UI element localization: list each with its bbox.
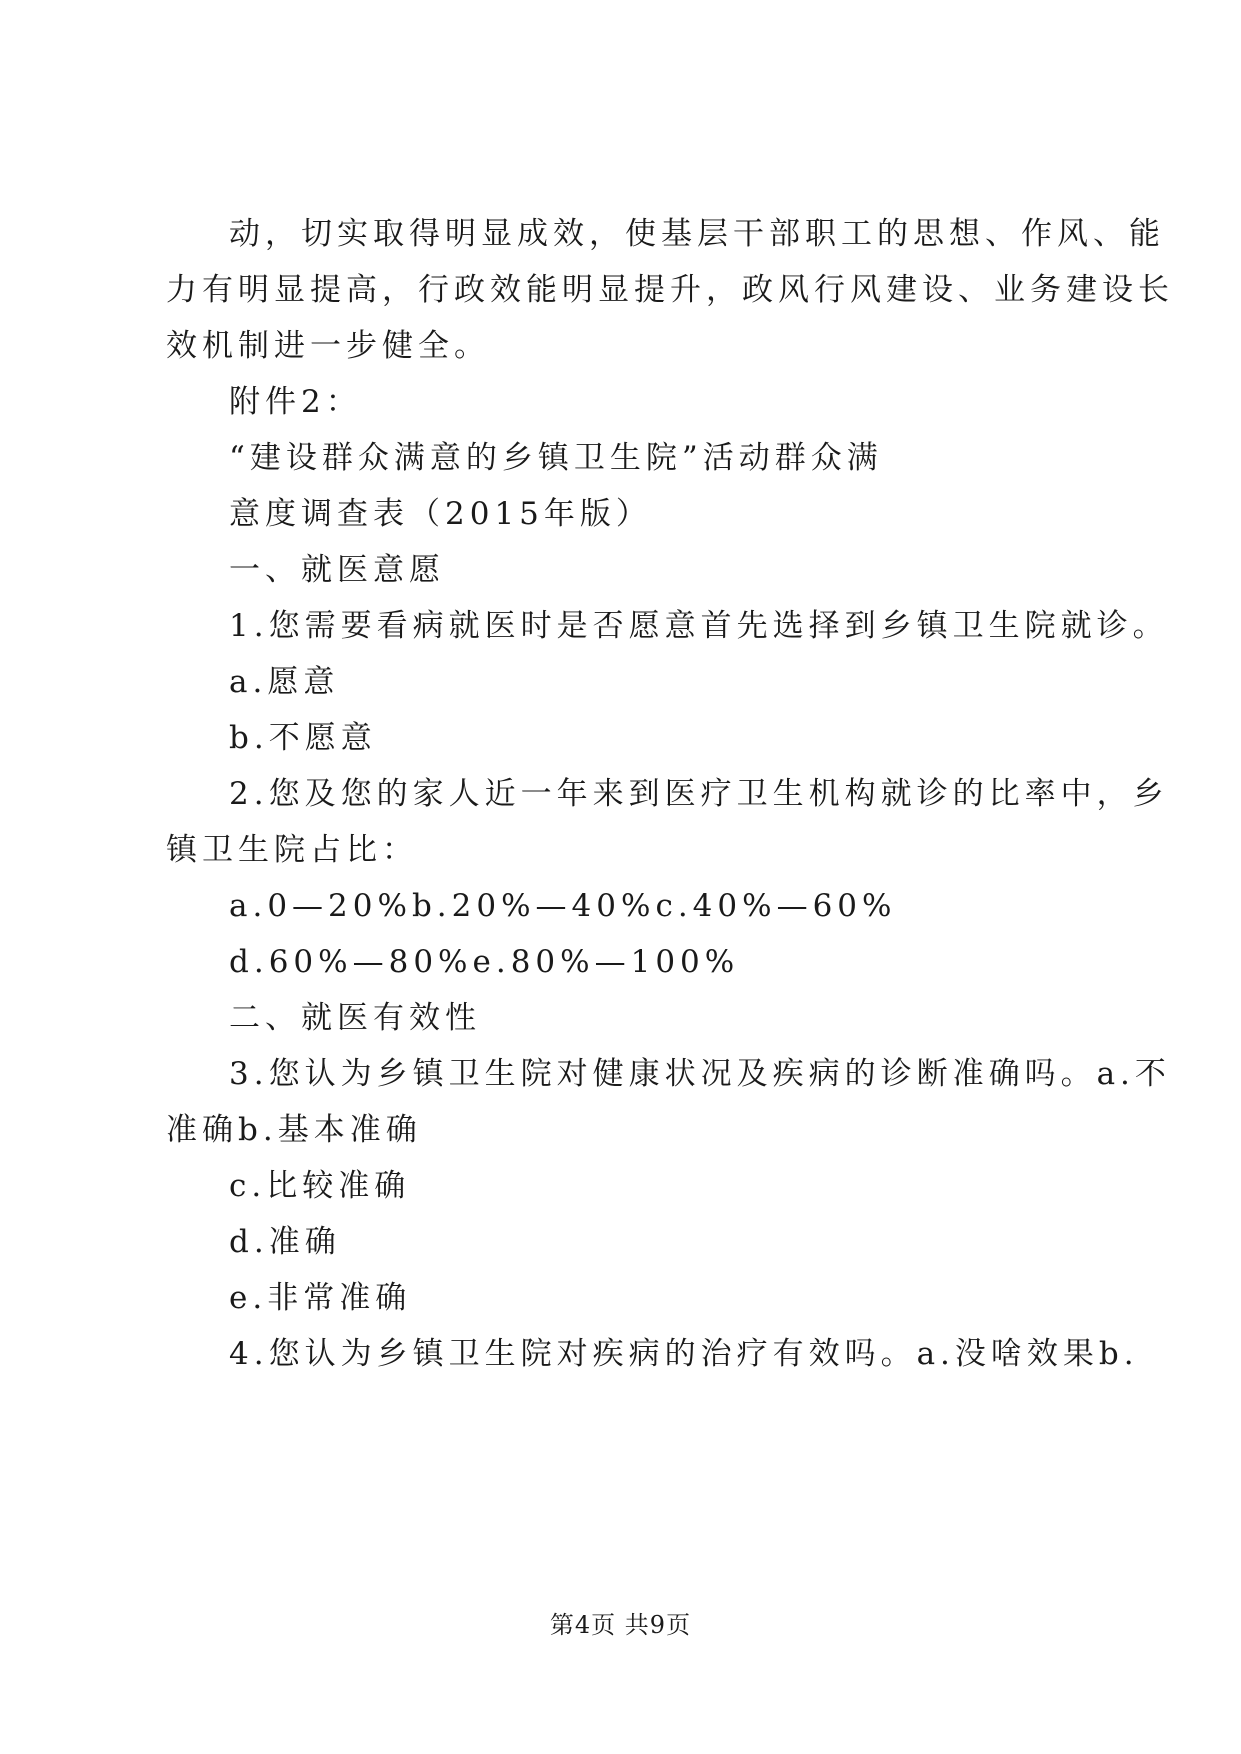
- question-2: 2.您及您的家人近一年来到医疗卫生机构就诊的比率中，乡: [229, 776, 1169, 812]
- question-3: 3.您认为乡镇卫生院对健康状况及疾病的诊断准确吗。a.不: [229, 1056, 1171, 1092]
- question-4: 4.您认为乡镇卫生院对疾病的治疗有效吗。a.没啥效果b.: [229, 1336, 1139, 1372]
- text-line: 动，切实取得明显成效，使基层干部职工的思想、作风、能: [229, 216, 1165, 252]
- section-heading: 二、就医有效性: [229, 1000, 481, 1036]
- survey-title-line-2: 意度调查表（2015年版）: [229, 496, 652, 532]
- question-1: 1.您需要看病就医时是否愿意首先选择到乡镇卫生院就诊。: [229, 608, 1169, 644]
- option-line: d.准确: [229, 1224, 341, 1260]
- attachment-label: 附件2：: [229, 384, 362, 420]
- option-line: e.非常准确: [229, 1280, 412, 1316]
- text-line: 力有明显提高，行政效能明显提升，政风行风建设、业务建设长: [166, 272, 1174, 308]
- question-2-continued: 镇卫生院占比：: [166, 832, 418, 868]
- page-number-footer: 第4页 共9页: [549, 1611, 692, 1639]
- option-line: b.不愿意: [229, 720, 377, 756]
- option-line: d.60%—80%e.80%—100%: [229, 944, 740, 980]
- option-line: c.比较准确: [229, 1168, 411, 1204]
- survey-title-line-1: “建设群众满意的乡镇卫生院”活动群众满: [229, 440, 883, 476]
- question-3-continued: 准确b.基本准确: [166, 1112, 422, 1148]
- section-heading: 一、就医意愿: [229, 552, 445, 588]
- text-line: 效机制进一步健全。: [166, 328, 490, 364]
- option-line: a.愿意: [229, 664, 340, 700]
- option-line: a.0—20%b.20%—40%c.40%—60%: [229, 888, 897, 924]
